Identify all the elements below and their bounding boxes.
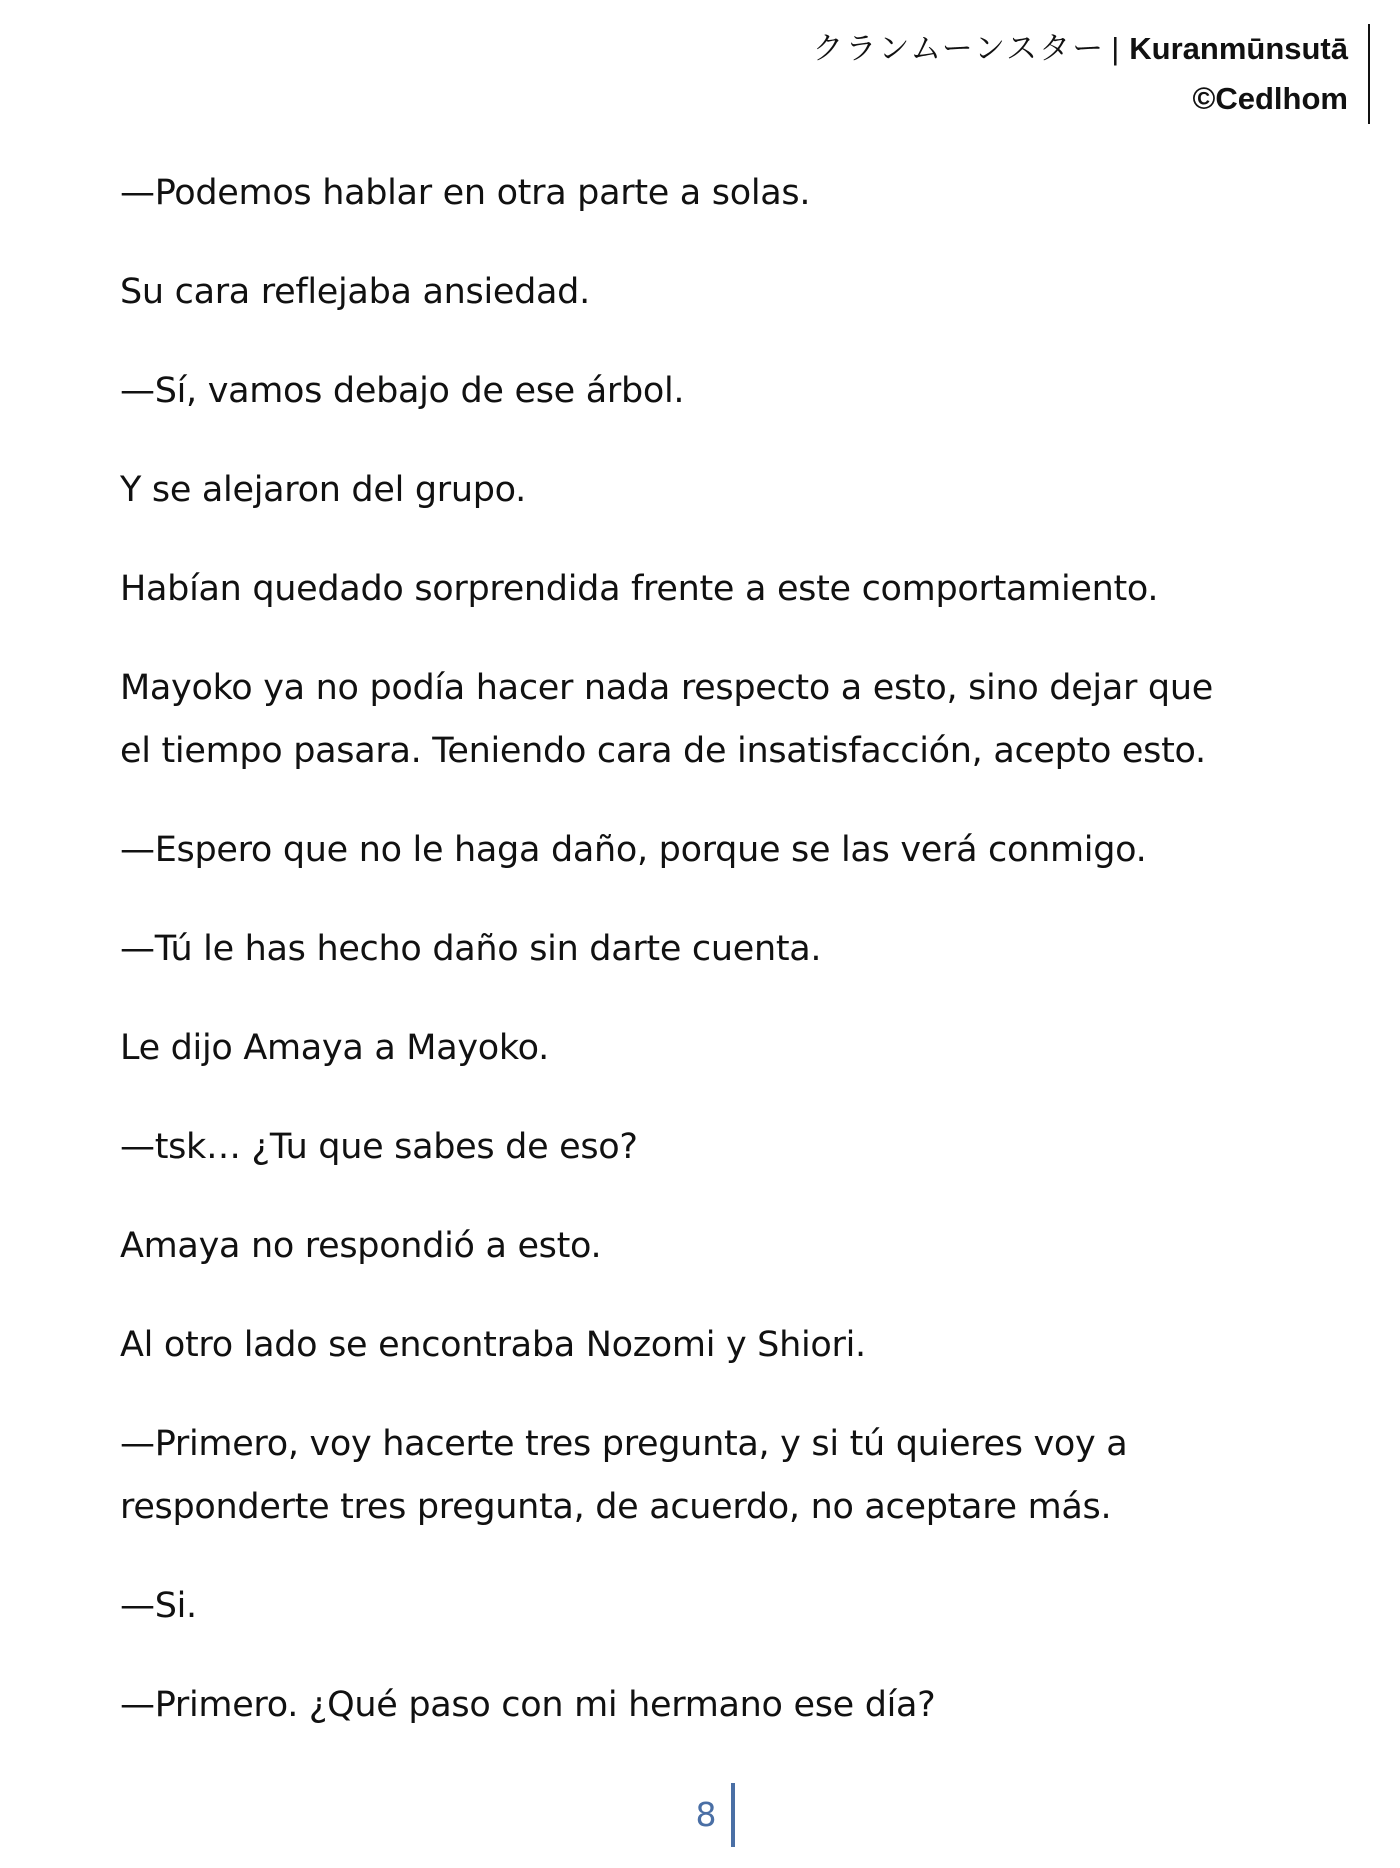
header-copyright: ©Cedlhom (1192, 81, 1348, 116)
paragraph-line: el tiempo pasara. Teniendo cara de insatisfacción, acepto esto. (120, 731, 1206, 771)
page-footer (0, 1783, 1400, 1847)
paragraph (120, 1314, 1300, 1377)
paragraph-line: Le dijo Amaya a Mayoko. (120, 1028, 549, 1068)
header-romaji-title: Kuranmūnsutā (1129, 31, 1348, 66)
paragraph (120, 162, 1300, 225)
paragraph (120, 459, 1300, 522)
paragraph-line: responderte tres pregunta, de acuerdo, no aceptare más. (120, 1487, 1112, 1527)
paragraph (120, 1575, 1300, 1638)
paragraph-line: —tsk… ¿Tu que sabes de eso? (120, 1127, 638, 1167)
paragraph-line: —Espero que no le haga daño, porque se las verá conmigo. (120, 830, 1147, 870)
paragraph (120, 1674, 1300, 1737)
paragraph (120, 918, 1300, 981)
paragraph (120, 657, 1300, 783)
paragraph (120, 558, 1300, 621)
paragraph (120, 1017, 1300, 1080)
paragraph (120, 261, 1300, 324)
paragraph (120, 360, 1300, 423)
paragraph (120, 819, 1300, 882)
paragraph-line: —Primero. ¿Qué paso con mi hermano ese día? (120, 1685, 936, 1725)
paragraph-line: Su cara reflejaba ansiedad. (120, 272, 590, 312)
paragraph-line: Y se alejaron del grupo. (120, 470, 526, 510)
paragraph-line: Mayoko ya no podía hacer nada respecto a esto, sino dejar que (120, 668, 1213, 708)
paragraph-line: —Podemos hablar en otra parte a solas. (120, 173, 811, 213)
paragraph-line: —Tú le has hecho daño sin darte cuenta. (120, 929, 822, 969)
paragraph-line: Amaya no respondió a esto. (120, 1226, 602, 1266)
paragraph-line: —Sí, vamos debajo de ese árbol. (120, 371, 685, 411)
paragraph (120, 1413, 1300, 1539)
paragraph-line: —Primero, voy hacerte tres pregunta, y si tú quieres voy a (120, 1424, 1128, 1464)
paragraph-line: —Si. (120, 1586, 197, 1626)
body-text (120, 162, 1300, 1773)
header-separator: | (1111, 31, 1120, 66)
paragraph-line: Habían quedado sorprendida frente a este comportamiento. (120, 569, 1159, 609)
header-title-line (813, 24, 1348, 74)
paragraph (120, 1215, 1300, 1278)
page-number: 8 (696, 1783, 735, 1847)
paragraph-line: Al otro lado se encontraba Nozomi y Shiori. (120, 1325, 866, 1365)
paragraph (120, 1116, 1300, 1179)
header-japanese-title: クランムーンスター (812, 31, 1106, 67)
page-header (813, 24, 1370, 124)
